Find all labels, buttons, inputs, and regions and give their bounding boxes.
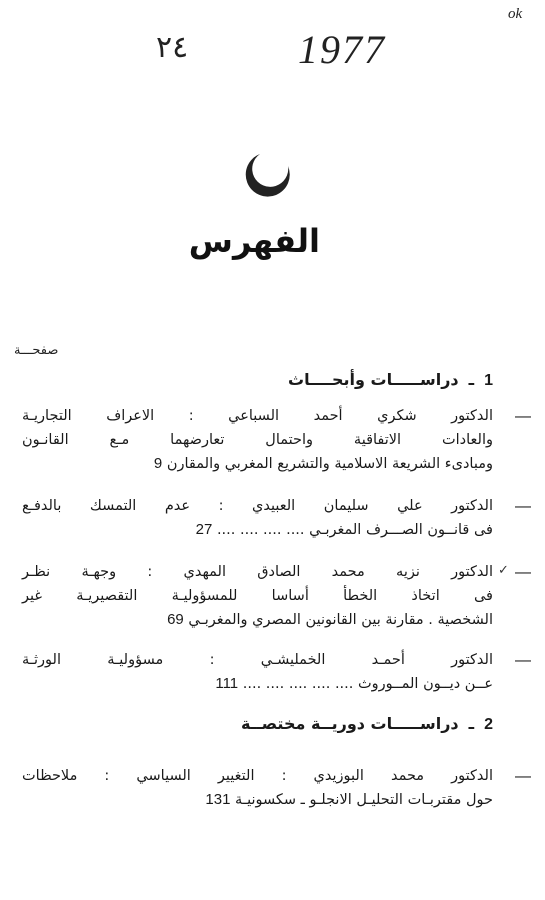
entry-line: الدكتور أحمـد الخمليشـي : مسؤوليـة الورثـة: [22, 652, 493, 668]
entry-line-last: [22, 518, 493, 542]
entry-line-last: [22, 608, 493, 632]
crescent-emblem: [240, 148, 296, 204]
entry-dash: —: [515, 652, 531, 669]
entry-page-number: 69: [167, 611, 184, 628]
entry-dash: —: [515, 408, 531, 425]
section-heading-1: [288, 370, 493, 390]
entry-page-number: 111: [215, 675, 239, 692]
handwritten-year: 1977: [298, 27, 386, 72]
entry-line-last: [22, 452, 493, 476]
entry-page-number: 27: [195, 521, 213, 538]
entry-text: ومبادىء الشريعة الاسلامية والتشريع المغربي والمقارن: [166, 456, 493, 472]
entry-line-last: [22, 672, 493, 696]
section-dash: ـ: [468, 714, 475, 733]
entry-line-last: [22, 788, 493, 812]
handwritten-annotation: [150, 24, 420, 76]
entry-text: فى قانــون الصـــرف المغربـي .... .... .... ....: [216, 522, 493, 538]
section-number: 1: [484, 372, 493, 389]
section-title: دراســـــات وأبحــــاث: [288, 370, 459, 389]
entry-line: الدكتور علي سليمان العبيدي : عدم التمسك بالدفـع: [22, 498, 493, 514]
handwritten-number: ٢٤: [156, 30, 189, 65]
toc-entry-4: [22, 648, 493, 696]
section-heading-2: [241, 714, 493, 734]
toc-entry-5: [22, 764, 493, 812]
entry-text: عــن ديــون المــوروث .... .... .... .... ....: [242, 676, 493, 692]
section-dash: ـ: [468, 370, 475, 389]
toc-entry-2: [22, 494, 493, 542]
section-number: 2: [484, 716, 493, 733]
toc-entry-3: [22, 560, 493, 632]
entry-dash: —: [515, 564, 531, 581]
entry-line: فى اتخاذ الخطأ أساسا للمسؤوليـة التقصيريـة غير: [22, 588, 493, 604]
entry-dash: —: [515, 768, 531, 785]
toc-entry-1: [22, 404, 493, 476]
entry-page-number: 131: [205, 791, 231, 808]
entry-line: الدكتور نزيه محمد الصادق المهدي : وجهـة نظـر: [22, 564, 493, 580]
entry-page-number: 9: [153, 455, 163, 472]
section-title: دراســـــات دوريــة مختصــة: [241, 714, 459, 733]
entry-text: حول مقتربـات التحليـل الانجلـو ـ سكسونيـة: [235, 792, 493, 808]
margin-mark: ✓: [498, 563, 509, 578]
page-title: الفهرس: [188, 222, 320, 260]
page-column-label: صفحـــة: [14, 343, 59, 358]
entry-line: والعادات الاتفاقية واحتمال تعارضهما مـع القانـون: [22, 432, 493, 448]
entry-line: الدكتور محمد البوزيدي : التغيير السياسي : ملاحظات: [22, 768, 493, 784]
entry-line: الدكتور شكري أحمد السباعي : الاعراف التجاريـة: [22, 408, 493, 424]
entry-dash: —: [515, 498, 531, 515]
entry-text: الشخصية . مقارنة بين القانونين المصري والمغربـي: [188, 612, 493, 628]
corner-mark: ok: [508, 6, 523, 22]
